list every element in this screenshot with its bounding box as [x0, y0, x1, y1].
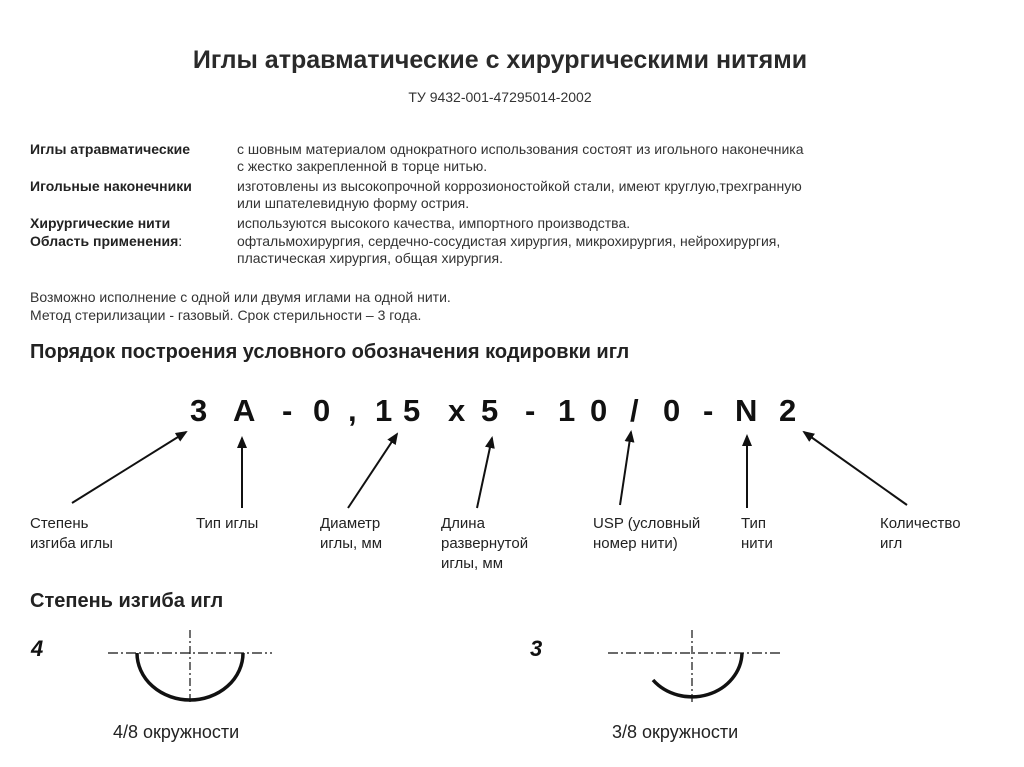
- arrow-length: [477, 438, 492, 508]
- def-line: офтальмохирургия, сердечно-сосудистая хирургия, микрохирургия, нейрохирургия,: [237, 233, 781, 249]
- arrow-bend: [72, 432, 186, 503]
- code-char-length: 5: [481, 393, 499, 428]
- def-line: пластическая хирургия, общая хирургия.: [237, 250, 503, 266]
- code-char-diameter-5: 5: [403, 393, 421, 428]
- term-surgical-threads: Хирургические нити: [30, 215, 171, 231]
- bend-digit-4: 4: [31, 636, 44, 661]
- term-needle-tips: Игольные наконечники: [30, 178, 192, 194]
- arrow-count: [804, 432, 907, 505]
- code-char-slash: /: [630, 393, 639, 428]
- arrow-diameter: [348, 434, 397, 508]
- code-char-usp-1: 1: [558, 393, 576, 428]
- term-label: Область применения: [30, 233, 179, 249]
- note-line: Возможно исполнение с одной или двумя иглами на одной нити.: [30, 289, 451, 305]
- bend-caption-4-8: 4/8 окружности: [113, 722, 240, 742]
- label-needle-count: Количество игл: [880, 515, 961, 552]
- def-line: с жестко закрепленной в торце нитью.: [237, 158, 488, 174]
- bend-diagram-4-8: [108, 630, 272, 705]
- term-atraumatic-needles: Иглы атравматические: [30, 141, 191, 157]
- bend-digit-3: 3: [530, 636, 543, 661]
- code-char-dash: -: [282, 393, 293, 428]
- label-usp: USP (условный номер нити): [593, 515, 701, 552]
- label-thread-type: Тип нити: [741, 515, 773, 552]
- label-needle-type: Тип иглы: [196, 515, 259, 532]
- label-bend-degree: Степень изгиба иглы: [30, 515, 113, 552]
- arrow-usp: [620, 432, 631, 505]
- code-char-diameter-1: 1: [375, 393, 393, 428]
- code-char-dash: -: [703, 393, 714, 428]
- code-char-comma: ,: [348, 393, 357, 428]
- label-unfolded-length: Длина развернутой иглы, мм: [441, 515, 529, 572]
- def-line: изготовлены из высокопрочной коррозионостойкой стали, имеют круглую,трехгранную: [237, 178, 802, 194]
- page-title: Иглы атравматические с хирургическими нитями: [192, 46, 808, 74]
- coding-heading: Порядок построения условного обозначения кодировки игл: [30, 341, 630, 363]
- def-line: или шпателевидную форму острия.: [237, 195, 470, 211]
- bend-diagram-3-8: [608, 630, 780, 705]
- bend-heading: Степень изгиба игл: [30, 590, 224, 612]
- label-needle-diameter: Диаметр иглы, мм: [320, 515, 383, 552]
- code-char-bend: 3: [190, 393, 208, 428]
- code-char-usp-0b: 0: [663, 393, 681, 428]
- code-char-dash: -: [525, 393, 536, 428]
- def-line: используются высокого качества, импортного производства.: [237, 215, 631, 231]
- note-line: Метод стерилизации - газовый. Срок стерильности – 3 года.: [30, 307, 422, 323]
- def-line: с шовным материалом однократного использования состоят из игольного наконечника: [237, 141, 804, 157]
- code-char-usp-0: 0: [590, 393, 608, 428]
- code-char-diameter-int: 0: [313, 393, 331, 428]
- code-char-times: x: [448, 393, 466, 428]
- code-char-needle-type: A: [233, 393, 256, 428]
- bend-caption-3-8: 3/8 окружности: [612, 722, 739, 742]
- term-colon: :: [178, 233, 183, 249]
- code-arrows: [72, 432, 907, 508]
- code-char-thread-type: N: [735, 393, 758, 428]
- code-char-count: 2: [779, 393, 797, 428]
- spec-number: ТУ 9432-001-47295014-2002: [408, 89, 592, 105]
